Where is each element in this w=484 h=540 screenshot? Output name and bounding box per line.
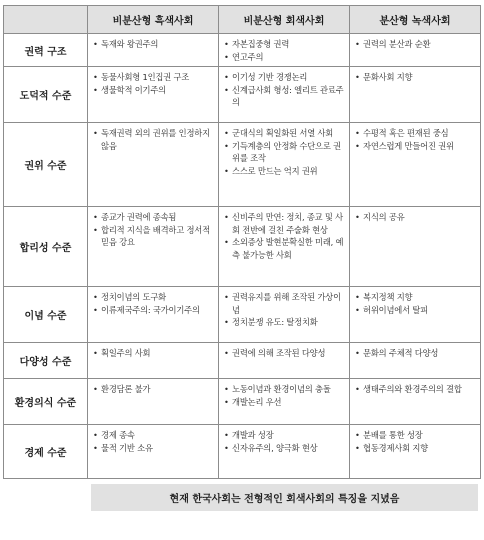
bullet-item: • 문화사회 지향 [354, 71, 477, 84]
table-row [4, 67, 481, 123]
bullet-item: • 획일주의 사회 [92, 347, 215, 360]
bullet-item: • 물적 기반 소유 [92, 442, 215, 455]
row-label: 다양성 수준 [4, 343, 88, 379]
bullet-item: • 신비주의 만연: 정치, 종교 및 사회 전반에 걸친 주술화 현상 [223, 211, 346, 236]
bullet-item: • 분배를 통한 성장 [354, 429, 477, 442]
bullet-item: • 종교가 권력에 종속됨 [92, 211, 215, 224]
cell-gray-society [219, 343, 350, 379]
bullet-item: • 생태주의와 환경주의의 결합 [354, 383, 477, 396]
bullet-list [223, 38, 346, 63]
table-row [4, 123, 481, 207]
bullet-list [92, 347, 215, 360]
bullet-item: • 정치이념의 도구화 [92, 291, 215, 304]
bullet-item: • 지식의 공유 [354, 211, 477, 224]
bullet-list [92, 211, 215, 249]
bullet-list [223, 127, 346, 177]
bullet-item: • 문화의 주체적 다양성 [354, 347, 477, 360]
bullet-item: • 복지정책 지향 [354, 291, 477, 304]
bullet-item: • 합리적 지식을 배격하고 정서적 믿음 강요 [92, 224, 215, 249]
row-label: 이념 수준 [4, 287, 88, 343]
cell-gray-society [219, 287, 350, 343]
cell-black-society [88, 67, 219, 123]
bullet-list [92, 291, 215, 316]
bullet-list [354, 127, 477, 152]
cell-green-society [350, 207, 481, 287]
bullet-item: • 자본집중형 권력 [223, 38, 346, 51]
bullet-list [354, 71, 477, 84]
row-label: 환경의식 수준 [4, 379, 88, 425]
row-label: 경제 수준 [4, 425, 88, 479]
cell-black-society [88, 425, 219, 479]
bullet-list [223, 71, 346, 109]
row-label: 도덕적 수준 [4, 67, 88, 123]
bullet-item: • 노동이념과 환경이념의 충돌 [223, 383, 346, 396]
table-row [4, 287, 481, 343]
table-row [4, 343, 481, 379]
bullet-item: • 권력에 의해 조작된 다양성 [223, 347, 346, 360]
cell-gray-society [219, 67, 350, 123]
header-row [4, 6, 481, 34]
cell-black-society [88, 123, 219, 207]
cell-gray-society [219, 34, 350, 67]
row-label: 권위 수준 [4, 123, 88, 207]
bullet-item: • 군대식의 획일화된 서열 사회 [223, 127, 346, 140]
bullet-item: • 기득계층의 안정화 수단으로 권위를 조작 [223, 140, 346, 165]
bullet-list [92, 383, 215, 396]
table-row [4, 207, 481, 287]
cell-gray-society [219, 123, 350, 207]
bullet-list [354, 383, 477, 396]
header-gray-society: 비분산형 회색사회 [219, 6, 350, 34]
bullet-item: • 환경담론 불가 [92, 383, 215, 396]
header-black-society: 비분산형 흑색사회 [88, 6, 219, 34]
bullet-list [354, 38, 477, 51]
bullet-item: • 연고주의 [223, 51, 346, 64]
cell-green-society [350, 343, 481, 379]
cell-black-society [88, 34, 219, 67]
bullet-item: • 독재와 왕권주의 [92, 38, 215, 51]
table-row [4, 379, 481, 425]
bullet-list [92, 38, 215, 51]
bullet-item: • 권력유지를 위해 조작된 가상이념 [223, 291, 346, 316]
bullet-item: • 동물사회형 1인집권 구조 [92, 71, 215, 84]
cell-green-society [350, 123, 481, 207]
bullet-list [223, 211, 346, 261]
bullet-list [354, 347, 477, 360]
summary-caption: 현재 한국사회는 전형적인 회색사회의 특징을 지녔음 [91, 484, 478, 511]
cell-black-society [88, 343, 219, 379]
bullet-list [223, 429, 346, 454]
bullet-list [92, 71, 215, 96]
bullet-list [354, 211, 477, 224]
cell-gray-society [219, 379, 350, 425]
bullet-item: • 자연스럽게 만들어진 권위 [354, 140, 477, 153]
bullet-list [92, 127, 215, 152]
cell-black-society [88, 207, 219, 287]
bullet-item: • 허위이념에서 탈피 [354, 304, 477, 317]
bullet-item: • 개발과 성장 [223, 429, 346, 442]
cell-black-society [88, 287, 219, 343]
table-row [4, 34, 481, 67]
cell-gray-society [219, 425, 350, 479]
cell-gray-society [219, 207, 350, 287]
table-row [4, 425, 481, 479]
bullet-item: • 이기성 기반 경쟁논리 [223, 71, 346, 84]
bullet-item: • 이류제국주의: 국가이기주의 [92, 304, 215, 317]
bullet-item: • 생물학적 이기주의 [92, 84, 215, 97]
bullet-item: • 개발논리 우선 [223, 396, 346, 409]
bullet-list [354, 291, 477, 316]
bullet-list [354, 429, 477, 454]
cell-green-society [350, 287, 481, 343]
bullet-item: • 독재권력 외의 권위를 인정하지 않음 [92, 127, 215, 152]
bullet-item: • 스스로 만드는 억지 권위 [223, 165, 346, 178]
bullet-list [223, 383, 346, 408]
cell-black-society [88, 379, 219, 425]
bullet-item: • 권력의 분산과 순환 [354, 38, 477, 51]
cell-green-society [350, 67, 481, 123]
header-empty-cell [4, 6, 88, 34]
row-label: 합리성 수준 [4, 207, 88, 287]
bullet-item: • 협동경제사회 지향 [354, 442, 477, 455]
bullet-list [92, 429, 215, 454]
bullet-item: • 수평적 혹은 편재된 중심 [354, 127, 477, 140]
bullet-item: • 신자유주의, 양극화 현상 [223, 442, 346, 455]
row-label: 권력 구조 [4, 34, 88, 67]
bullet-item: • 신계급사회 형성: 엘리트 관료주의 [223, 84, 346, 109]
bullet-item: • 정치분쟁 유도: 탈정치화 [223, 316, 346, 329]
cell-green-society [350, 34, 481, 67]
bullet-list [223, 347, 346, 360]
cell-green-society [350, 379, 481, 425]
header-green-society: 분산형 녹색사회 [350, 6, 481, 34]
bullet-item: • 경제 종속 [92, 429, 215, 442]
bullet-item: • 소외증상 발현분확실한 미래, 예측 불가능한 사회 [223, 236, 346, 261]
bullet-list [223, 291, 346, 329]
society-comparison-table [3, 5, 481, 479]
cell-green-society [350, 425, 481, 479]
